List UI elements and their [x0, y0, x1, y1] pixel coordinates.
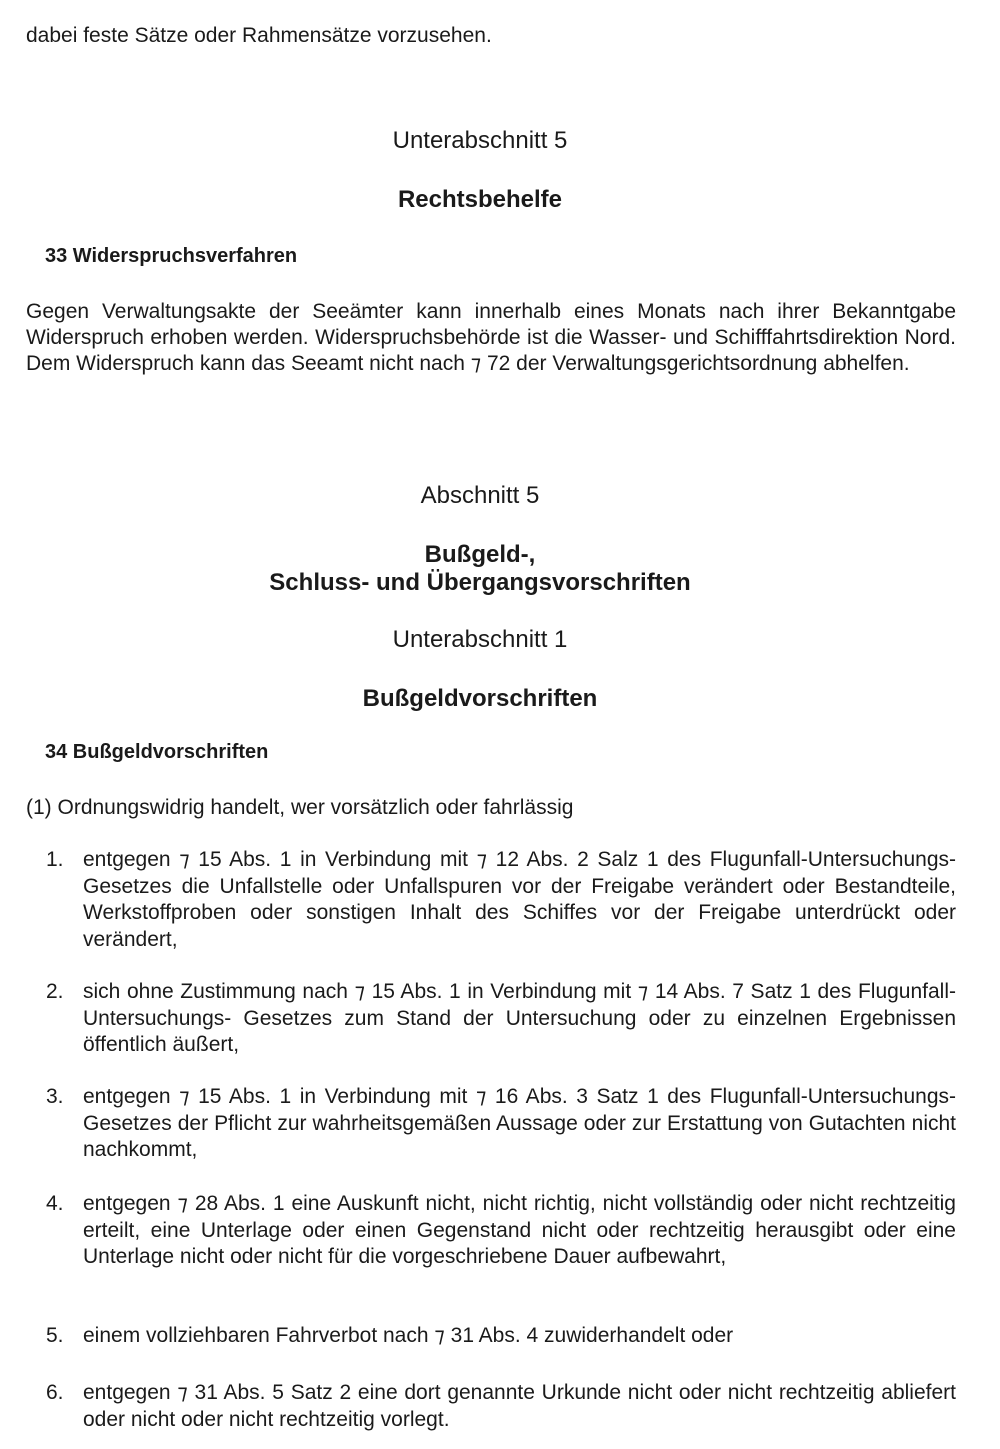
subsection-1-label: Unterabschnitt 1	[392, 626, 568, 653]
list-item-number: 2.	[46, 980, 64, 1003]
list-item-text: einem vollziehbaren Fahrverbot nach ⁊ 31 Abs. 4 zuwiderhandelt oder	[83, 1324, 734, 1347]
list-item-text: entgegen ⁊ 15 Abs. 1 in Verbindung mit ⁊ 12 Abs. 2 Salz 1 des Flugunfall-Untersuchungs- Gesetzes die Unfallstelle oder Unfallspuren vor der Freigabe verändert oder Bestandteile, Werkstoffproben oder sonstigen Inhalt des Schiffes vor der Freigabe unterdrückt oder verändert,	[83, 848, 956, 951]
list-item-number: 4.	[46, 1192, 64, 1215]
section-5-label: Abschnitt 5	[420, 482, 540, 509]
list-item-number: 3.	[46, 1085, 64, 1108]
subsection-5-label: Unterabschnitt 5	[392, 127, 568, 154]
list-item-number: 5.	[46, 1324, 64, 1347]
paragraph-34-intro: (1) Ordnungswidrig handelt, wer vorsätzlich oder fahrlässig	[26, 796, 574, 819]
list-item-text: entgegen ⁊ 15 Abs. 1 in Verbindung mit ⁊ 16 Abs. 3 Satz 1 des Flugunfall-Untersuchungs- Gesetzes der Pflicht zur wahrheitsgemäßen Aussage oder zur Erstattung von Gutachten nicht nachkommt,	[83, 1085, 956, 1161]
paragraph-34-heading: 34 Bußgeldvorschriften	[45, 741, 269, 763]
section-5-title-line1: Bußgeld-,	[424, 541, 536, 568]
subsection-5-title: Rechtsbehelfe	[397, 186, 563, 213]
list-item-text: entgegen ⁊ 28 Abs. 1 eine Auskunft nicht, nicht richtig, nicht vollständig oder nicht rechtzeitig erteilt, eine Unterlage oder einen Gegenstand nicht oder rechtzeitig herausgibt oder eine Unterlage nicht oder nicht für die vorgeschriebene Dauer aufbewahrt,	[83, 1192, 956, 1268]
continuation-line: dabei feste Sätze oder Rahmensätze vorzusehen.	[26, 24, 492, 47]
paragraph-33-text: Gegen Verwaltungsakte der Seeämter kann innerhalb eines Monats nach ihrer Bekanntgabe Widerspruch erhoben werden. Widerspruchsbehörde ist die Wasser- und Schifffahrtsdirektion Nord. Dem Widerspruch kann das Seeamt nicht nach ⁊ 72 der Verwaltungsgerichtsordnung abhelfen.	[26, 300, 956, 375]
section-5-title-line2: Schluss- und Übergangsvorschriften	[269, 569, 691, 596]
list-item-number: 6.	[46, 1381, 64, 1404]
subsection-1-title: Bußgeldvorschriften	[362, 685, 598, 712]
paragraph-33-heading: 33 Widerspruchsverfahren	[45, 245, 298, 267]
list-item-text: entgegen ⁊ 31 Abs. 5 Satz 2 eine dort genannte Urkunde nicht oder nicht rechtzeitig abliefert oder nicht oder nicht rechtzeitig vorlegt.	[83, 1381, 956, 1431]
list-item-text: sich ohne Zustimmung nach ⁊ 15 Abs. 1 in Verbindung mit ⁊ 14 Abs. 7 Satz 1 des Flugunfall- Untersuchungs- Gesetzes zum Stand der Untersuchung oder zu einzelnen Ergebnissen öffentlich äußert,	[83, 980, 956, 1056]
list-item-number: 1.	[46, 848, 64, 871]
